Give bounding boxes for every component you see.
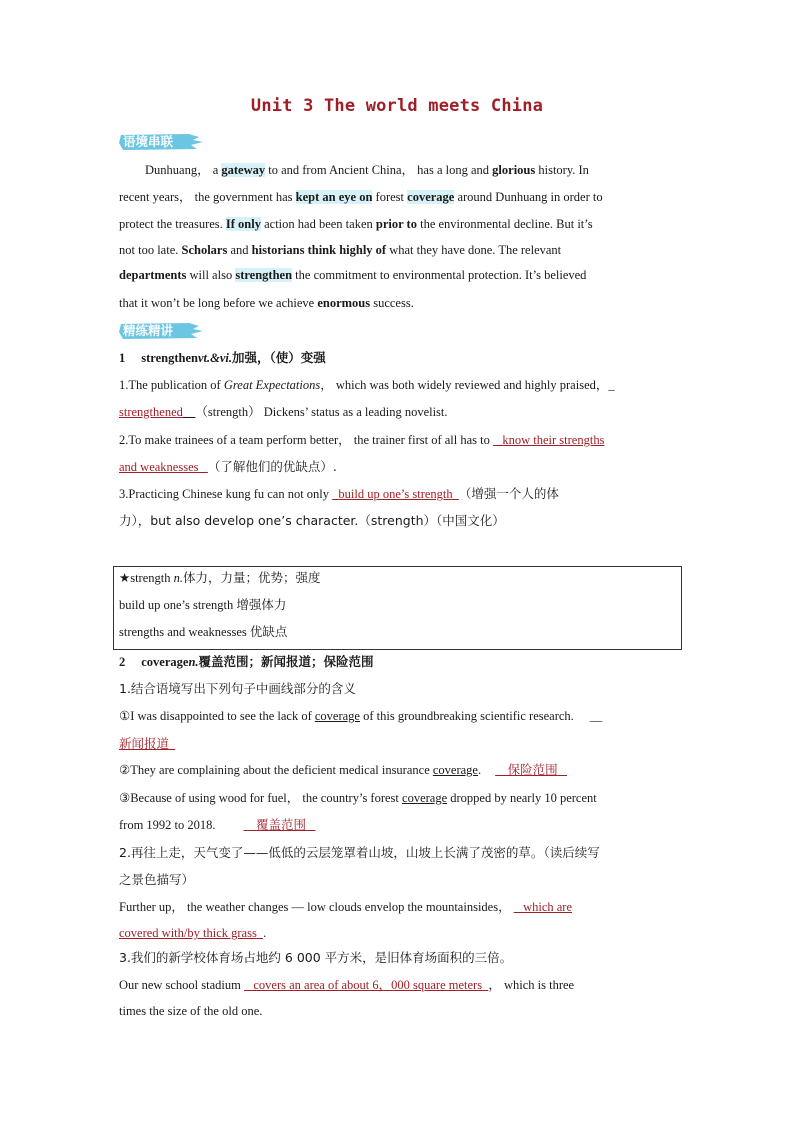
item-1-heading: 1 strengthenvt.&vi.加强，（使）变强	[119, 350, 326, 365]
answer-blank: 覆盖范围	[256, 817, 307, 832]
item-2-instruction-2-cont: 之景色描写）	[119, 872, 195, 887]
answer-blank: and weaknesses	[119, 460, 199, 474]
passage-line-6: that it won’t be long before we achieve enormous success.	[119, 296, 414, 310]
item-2-instruction-3: 3.我们的新学校体育场占地约 6 000 平方米，是旧体育场面积的三倍。	[119, 950, 513, 965]
answer-blank: build up one’s strength	[338, 487, 453, 501]
answer-blank: which are	[523, 900, 573, 914]
item-2-instruction-1: 1.结合语境写出下列句子中画线部分的含义	[119, 681, 356, 696]
item-2-heading: 2 coveragen.覆盖范围；新闻报道；保险范围	[119, 654, 374, 669]
item-2-sentence-1-answer	[119, 736, 679, 752]
item-1-question-3-cont: 力），but also develop one’s character.（strength）（中国文化）	[119, 513, 505, 528]
item-2-sentence-1: ①I was disappointed to see the lack of coverage of this groundbreaking scientific research. __	[119, 709, 603, 723]
item-1-question-2: 2.To make trainees of a team perform better， the trainer first of all has to know their strengths	[119, 433, 605, 447]
answer-blank: 保险范围	[507, 762, 558, 777]
item-1-question-1: 1.The publication of Great Expectations， which was both widely reviewed and highly praised，_	[119, 378, 615, 392]
note-box-line-3: strengths and weaknesses 优缺点	[119, 624, 288, 639]
answer-blank: covers an area of about 6，000 square meters	[253, 978, 483, 992]
item-2-sentence-5: Our new school stadium covers an area of about 6，000 square meters ， which is three	[119, 978, 575, 992]
item-2-sentence-5-cont: times the size of the old one.	[119, 1004, 263, 1018]
item-1-question-2-cont: and weaknesses （了解他们的优缺点）.	[119, 459, 337, 474]
page-title: Unit 3 The world meets China	[250, 96, 544, 116]
item-2-sentence-4-cont: covered with/by thick grass .	[119, 926, 267, 940]
item-2-sentence-3: ③Because of using wood for fuel， the country’s forest coverage dropped by nearly 10 percent	[119, 791, 597, 805]
item-2-instruction-2: 2.再往上走，天气变了——低低的云层笼罩着山坡，山坡上长满了茂密的草。（读后续写	[119, 845, 600, 860]
passage-line-3: protect the treasures. If only action had been taken prior to the environmental decline. But it’s	[119, 217, 593, 231]
passage-line-5: departments will also strengthen the commitment to environmental protection. It’s believed	[119, 268, 587, 282]
item-2-sentence-2: ②They are complaining about the deficient medical insurance coverage. 保险范围	[119, 762, 558, 777]
section-tag-context	[119, 133, 203, 151]
item-1-question-1-cont: strengthened__（strength） Dickens’ status as a leading novelist.	[119, 405, 448, 419]
note-box-line-1: ★strength n.体力，力量；优势；强度	[119, 570, 321, 585]
answer-blank: strengthened	[119, 405, 183, 419]
passage-line-1: Dunhuang， a gateway to and from Ancient China， has a long and glorious history. In	[145, 163, 589, 177]
answer-blank: covered with/by thick grass	[119, 926, 257, 940]
passage-line-4: not too late. Scholars and historians think highly of what they have done. The relevant	[119, 243, 562, 257]
note-box-line-2: build up one’s strength 增强体力	[119, 597, 287, 612]
item-2-sentence-4: Further up， the weather changes — low clouds envelop the mountainsides， which are	[119, 900, 573, 914]
item-1-question-3: 3.Practicing Chinese kung fu can not only build up one’s strength （增强一个人的体	[119, 486, 559, 501]
item-2-sentence-3-cont: from 1992 to 2018. 覆盖范围	[119, 817, 307, 832]
section-tag-label: 精练精讲	[123, 323, 174, 338]
section-tag-label: 语境串联	[123, 134, 174, 149]
section-tag-practice	[119, 322, 203, 340]
answer-blank: know their strengths	[502, 433, 605, 447]
answer-blank: 新闻报道	[119, 736, 170, 751]
passage-line-2: recent years， the government has kept an eye on forest coverage around Dunhuang in order to	[119, 190, 603, 204]
